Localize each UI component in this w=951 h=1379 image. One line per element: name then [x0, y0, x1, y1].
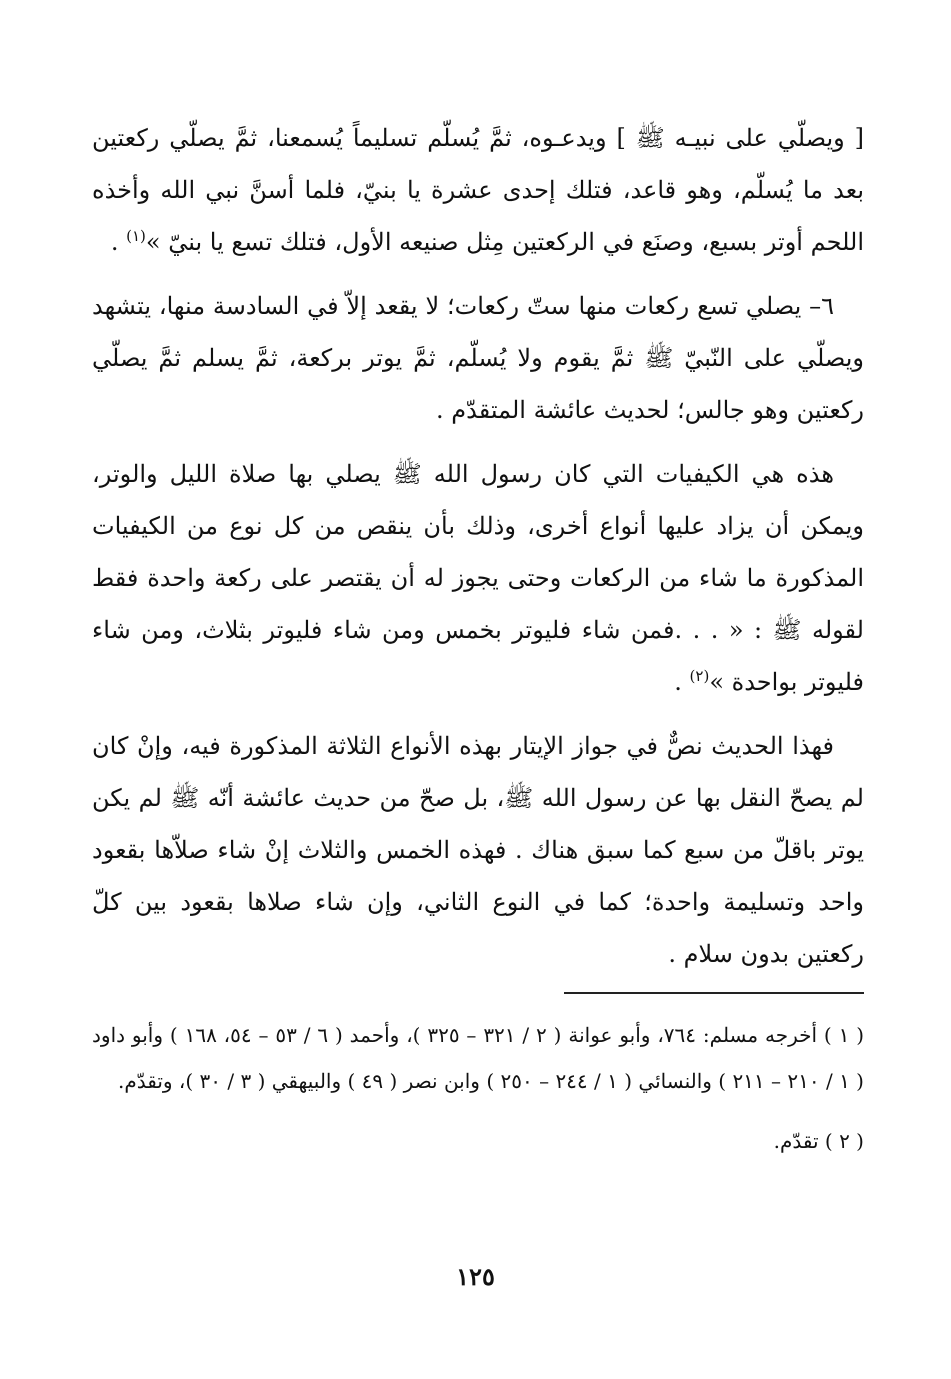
footnote-ref-2[interactable]: (٢)	[689, 667, 710, 685]
footnote-1: ( ١ ) أخرجه مسلم: ٧٦٤، وأبو عوانة ( ٢ / ٣٢١ – ٣٢٥ )، وأحمد ( ٦ / ٥٣ – ٥٤، ١٦٨ ) وأبو داود ( ١ / ٢١٠ – ٢١١ ) والنسائي ( ١ / ٢٤٤ – ٢٥٠ ) وابن نصر ( ٤٩ ) والبيهقي ( ٣ / ٣٠ )، وتقدّم.	[92, 1023, 865, 1093]
paragraph-3-text: هذه هي الكيفيات التي كان رسول الله ﷺ يصلي بها صلاة الليل والوتر، ويمكن أن يزاد عليها أنواع أخرى، وذلك بأن ينقص من كل نوع من الكيفيات المذكورة ما شاء من الركعات وحتى يجوز له أن يقتصر على ركعة واحدة فقط لقوله ﷺ : « . . .فمن شاء فليوتر بخمس ومن شاء فليوتر بثلاث، ومن شاء فليوتر بواحدة »	[92, 460, 864, 696]
paragraph-3-end: .	[674, 668, 690, 696]
page-number: ١٢٥	[456, 1262, 495, 1291]
paragraph-4: فهذا الحديث نصٌّ في جواز الإيتار بهذه الأنواع الثلاثة المذكورة فيه، وإنْ كان لم يصحّ النقل بها عن رسول الله ﷺ، بل صحّ من حديث عائشة أنّه ﷺ لم يكن يوتر باقلّ من سبع كما سبق هناك . فهذه الخمس والثلاث إنْ شاء صلاّها بقعود واحد وتسليمة واحدة؛ كما في النوع الثاني، وإن شاء صلاها بقعود بين كلّ ركعتين بدون سلام .	[92, 732, 864, 968]
paragraph-2: ٦– يصلي تسع ركعات منها ستّ ركعات؛ لا يقعد إلاّ في السادسة منها، يتشهد ويصلّي على النّبيّ ﷺ ثمَّ يقوم ولا يُسلّم، ثمَّ يوتر بركعة، ثمَّ يسلم ثمَّ يصلّي ركعتين وهو جالس؛ لحديث عائشة المتقدّم .	[92, 292, 864, 424]
paragraph-1-text: [ ويصلّي على نبيـه ﷺ ] ويدعـوه، ثمَّ يُسلّم تسليماً يُسمعنا، ثمَّ يصلّي ركعتين بعد ما يُسلّم، وهو قاعد، فتلك إحدى عشرة يا بنيّ، فلما أسنَّ نبي الله وأخذه اللحم أوتر بسبع، وصنَع في الركعتين مِثل صنيعه الأول، فتلك تسع يا بنيّ »	[92, 124, 864, 256]
footnote-divider	[564, 992, 864, 994]
page-content	[92, 112, 864, 1178]
footnote-2: ( ٢ ) تقدّم.	[773, 1129, 864, 1153]
paragraph-1	[92, 112, 864, 268]
paragraph-3	[92, 448, 864, 708]
paragraph-1-end: .	[110, 228, 127, 256]
footnote-ref-1[interactable]: (١)	[126, 227, 146, 245]
